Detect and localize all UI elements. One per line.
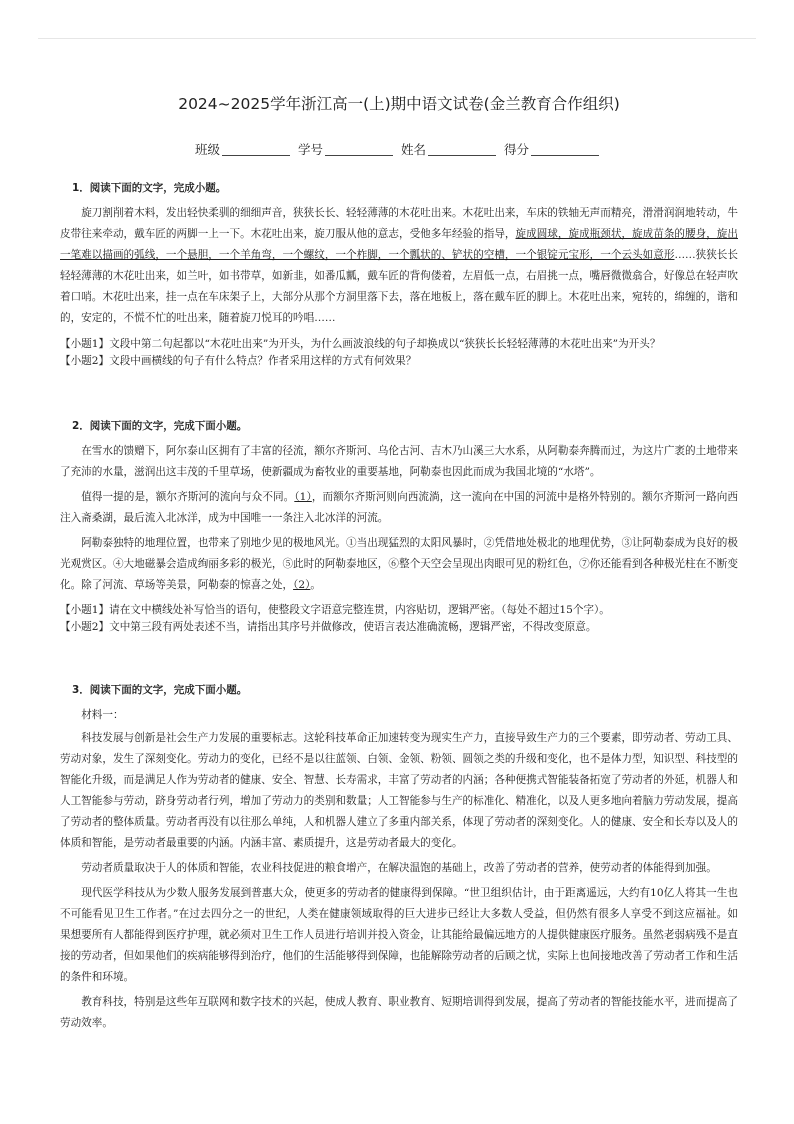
passage-text: 。 — [310, 579, 321, 591]
question-3-paragraph-1: 科技发展与创新是社会生产力发展的重要标志。这轮科技革命正加速转变为现实生产力，直接导致生产力的三个要素，即劳动者、劳动工具、劳动对象，发生了深刻变化。劳动力的变化，已经不是以往蓝领、白领、金领、粉领、圆领之类的升级和变化，也不是体力型，知识型、科技型的智能化升级，而是满足人作为劳动者的健康、安全、智慧、长寿需求，丰富了劳动者的内涵；各种便携式智能装备拓宽了劳动者的外延，机器人和人工智能参与劳动，跻身劳动者行列，增加了劳动力的类别和数量；人工智能参与生产的标准化、精准化，以及人更多地向着脑力劳动发展，提高了劳动者的整体质量。劳动者再没有以往那么单纯，人和机器人建立了多重内部关系，体现了劳动者的深刻变化。人的健康、安全和长寿以及人的体质和智能，是劳动者最重要的内涵。内涵丰富、素质提升，这是劳动者最大的变化。 — [60, 732, 738, 849]
student-info-line — [60, 140, 738, 158]
underlined-sentence: 旋成圆球，旋成瓶颈状，旋成苗条的腰身，旋出一笔难以描画的弧线，一个悬胆，一个羊角弯，一个螺纹，一个柞脚，一个瓢状的、铲状的空槽，一个银锭元宝形，一个云头如意形 — [60, 228, 738, 261]
question-2-heading: 2．阅读下面的文字，完成下面小题。 — [72, 420, 248, 432]
question-3-paragraph-4: 教育科技，特别是这些年互联网和数字技术的兴起，使成人教育、职业教育、短期培训得到发展，提高了劳动者的智能技能水平，进而提高了劳动效率。 — [60, 996, 738, 1029]
question-3-paragraph-3: 现代医学科技从为少数人服务发展到普惠大众，使更多的劳动者的健康得到保障。“世卫组织估计，由于距离遥远，大约有10亿人将其一生也不可能看见卫生工作者。”在过去四分之一的世纪，人类在健康领域取得的巨大进步已经让大多数人受益，但仍然有很多人享受不到这应福祉。如果想要所有人都能得到医疗护理，就必须对卫生工作人员进行培训并投入资金，让其能给最偏远地方的人提供健康医疗服务。虽然老弱病残不是直接的劳动者，但如果他们的疾病能够得到治疗，他们的生活能够得到保障，也能解除劳动者的后顾之忧，实际上也间接地改善了劳动者工作和生活的条件和环境。 — [60, 887, 738, 983]
score-blank — [531, 155, 599, 156]
passage-text: 旋刀割削着木料，发出轻快柔驯的细细声音，狭狭长长、轻轻薄薄的木花吐出来。木花吐出来，车床的铁轴无声而精亮，滑滑润润地转动，牛皮带往来牵动，戴车匠的两脚一上一下。木花吐出来，旋刀服从他的意志，受他多年经验的指导， — [60, 207, 738, 240]
question-2-subquestion-2: 【小题2】文中第三段有两处表述不当，请指出其序号并做修改，使语言表达准确流畅，逻辑严密，不得改变原意。 — [60, 621, 597, 633]
passage-text: 值得一提的是，额尔齐斯河的流向与众不同。 — [81, 491, 295, 503]
fill-blank-1: （1） — [294, 491, 312, 503]
name-label: 姓名 — [400, 142, 426, 157]
id-blank — [325, 155, 393, 156]
question-3-heading: 3．阅读下面的文字，完成下面小题。 — [72, 684, 248, 696]
question-3-paragraph-2: 劳动者质量取决于人的体质和智能，农业科技促进的粮食增产，在解决温饱的基础上，改善了劳动者的营养，使劳动者的体能得到加强。 — [81, 862, 717, 874]
score-label: 得分 — [503, 142, 529, 157]
question-1-heading: 1．阅读下面的文字，完成小题。 — [72, 182, 227, 194]
question-1-subquestion-2: 【小题2】文段中画横线的句子有什么特点？作者采用这样的方式有何效果？ — [60, 355, 417, 367]
question-1-subquestion-1: 【小题1】文段中第二句起都以“木花吐出来”为开头，为什么画波浪线的句子却换成以“狭狭长长轻轻薄薄的木花吐出来”为开头？ — [60, 338, 661, 350]
question-2-paragraph-3 — [60, 533, 738, 596]
question-2-subquestion-1: 【小题1】请在文中横线处补写恰当的语句，使整段文字语意完整连贯，内容贴切，逻辑严密。（每处不超过15个字）。 — [60, 604, 610, 616]
passage-text: ，而额尔齐斯河则向西流淌，这一流向在中国的河流中是格外特别的。额尔齐斯河一路向西注入斋桑湖，最后流入北冰洋，成为中国唯一一条注入北冰洋的河流。 — [60, 491, 739, 524]
material-label: 材料一： — [81, 709, 124, 721]
id-label: 学号 — [297, 142, 323, 157]
question-2-paragraph-1: 在雪水的馈赠下，阿尔泰山区拥有了丰富的径流，额尔齐斯河、乌伦古河、吉木乃山溪三大水系，从阿勒泰奔腾而过，为这片广袤的土地带来了充沛的水量，滋润出这丰茂的千里草场，使新疆成为畜牧业的重要基地，阿勒泰也因此而成为我国北境的“水塔”。 — [60, 445, 738, 478]
page-top-rule — [38, 38, 756, 39]
question-3 — [60, 682, 738, 1034]
page-title: 2024~2025学年浙江高一(上)期中语文试卷(金兰教育合作组织) — [178, 95, 620, 113]
exam-page — [60, 82, 738, 1034]
question-1 — [60, 180, 738, 370]
fill-blank-2: （2） — [293, 579, 311, 591]
question-2-paragraph-2 — [60, 487, 738, 529]
class-blank — [222, 155, 290, 156]
question-2 — [60, 418, 738, 636]
passage-text: ……狭狭长长轻轻薄薄的木花吐出来，如兰叶，如书带草，如新韭，如番瓜瓤，戴车匠的背佝偻着，左眉低一点，右眉挑一点，嘴唇微微翕合，好像总在轻声吹着口哨。木花吐出来，挂一点在车床架子上，大部分从那个方洞里落下去，落在地板上，落在戴车匠的脚上。木花吐出来，宛转的，绵缠的，谐和的，安定的，不慌不忙的吐出来，随着旋刀悦耳的吟唱…… — [60, 249, 738, 324]
question-1-passage — [60, 203, 738, 329]
name-blank — [428, 155, 496, 156]
passage-text: 阿勒泰独特的地理位置，也带来了别地少见的极地风光。①当出现猛烈的太阳风暴时，②凭借地处极北的地理优势，③让阿勒泰成为良好的极光观赏区。④大地磁暴会造成绚丽多彩的极光，⑤此时的阿勒泰地区，⑥整个天空会呈现出肉眼可见的粉红色，⑦你还能看到各种极光柱在不断变化。除了河流、草场等美景，阿勒泰的惊喜之处， — [60, 537, 738, 591]
class-label: 班级 — [194, 142, 220, 157]
